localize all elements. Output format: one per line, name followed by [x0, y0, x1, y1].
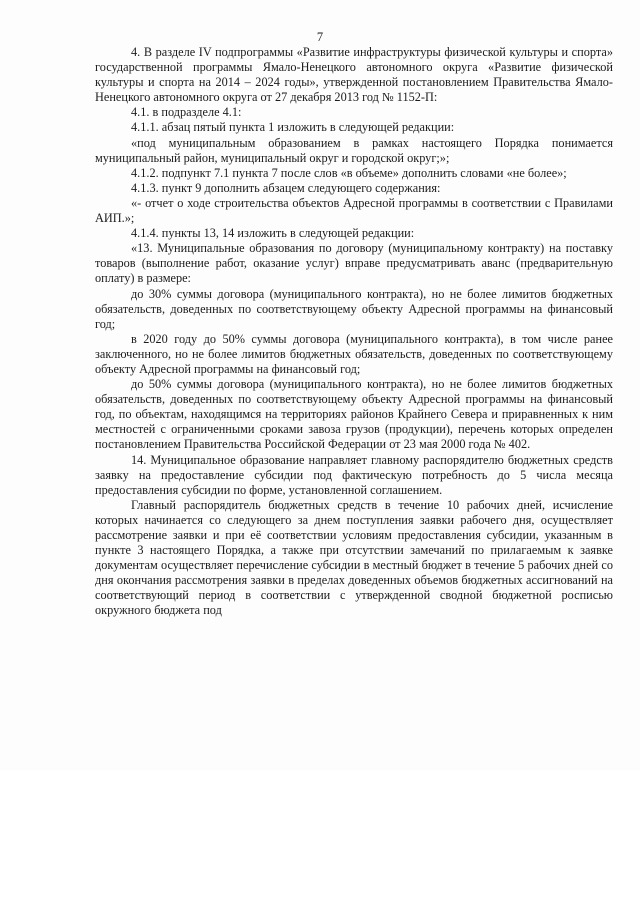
paragraph-4-1: 4.1. в подразделе 4.1:	[131, 105, 242, 120]
paragraph-quote-report: «- отчет о ходе строительства объектов Адресной программы в соответствии с Правилами АИП.»;	[95, 195, 613, 226]
paragraph-advance-50: до 50% суммы договора (муниципального контракта), но не более лимитов бюджетных обязательств, доведенных по соответствующему объекту Адресной программы на финансовый год, по объектам, находящимся на территориях районов Крайнего Севера и приравненных к ним местностей с ограниченными сроками завоза грузов (продукции), перечень которых определен постановлением Правительства Российской Федерации от 23 мая 2000 года № 402.	[95, 377, 613, 452]
paragraph-section-4: 4. В разделе IV подпрограммы «Развитие инфраструктуры физической культуры и спорта» государственной программы Ямало-Ненецкого автономного округа «Развитие физической культуры и спорта на 2014 – 2024 годы», утвержденной постановлением Правительства Ямало-Ненецкого автономного округа от 27 декабря 2013 год № 1152-П:	[95, 45, 613, 105]
paragraph-4-1-1: 4.1.1. абзац пятый пункта 1 изложить в следующей редакции:	[131, 120, 455, 135]
document-body	[95, 45, 613, 619]
paragraph-4-1-2: 4.1.2. подпункт 7.1 пункта 7 после слов «в объеме» дополнить словами «не более»;	[131, 165, 567, 180]
paragraph-14: 14. Муниципальное образование направляет главному распорядителю бюджетных средств заявку на предоставление субсидии под фактическую потребность до 5 числа месяца предоставления субсидии по форме, установленной соглашением.	[95, 452, 613, 497]
page-number: 7	[316, 30, 324, 44]
paragraph-main-distributor: Главный распорядитель бюджетных средств в течение 10 рабочих дней, исчисление которых начинается со следующего за днем поступления заявки рабочего дня, осуществляет рассмотрение заявки и при её соответствии условиям предоставления субсидии, указанным в пункте 3 настоящего Порядка, а также при отсутствии замечаний по прилагаемым к заявке документам осуществляет перечисление субсидии в местный бюджет в течение 5 рабочих дней со дня окончания рассмотрения заявки в пределах доведенных объемов бюджетных ассигнований на соответствующий период в соответствии с утвержденной сводной бюджетной росписью окружного бюджета под	[95, 497, 613, 618]
paragraph-quote-municipal: «под муниципальным образованием в рамках настоящего Порядка понимается муниципальный район, муниципальный округ и городской округ;»;	[95, 135, 613, 165]
paragraph-13: «13. Муниципальные образования по договору (муниципальному контракту) на поставку товаров (выполнение работ, оказание услуг) вправе предусматривать аванс (предварительную оплату) в размере:	[95, 241, 613, 286]
blank-margin	[0, 770, 640, 905]
paragraph-advance-2020: в 2020 году до 50% суммы договора (муниципального контракта), в том числе ранее заключенного, но не более лимитов бюджетных обязательств, доведенных по соответствующему объекту Адресной программы на финансовый год;	[95, 331, 613, 376]
paragraph-4-1-3: 4.1.3. пункт 9 дополнить абзацем следующего содержания:	[131, 180, 441, 195]
paragraph-advance-30: до 30% суммы договора (муниципального контракта), но не более лимитов бюджетных обязательств, доведенных по соответствующему объекту Адресной программы на финансовый год;	[95, 286, 613, 331]
paragraph-4-1-4: 4.1.4. пункты 13, 14 изложить в следующей редакции:	[131, 226, 415, 241]
